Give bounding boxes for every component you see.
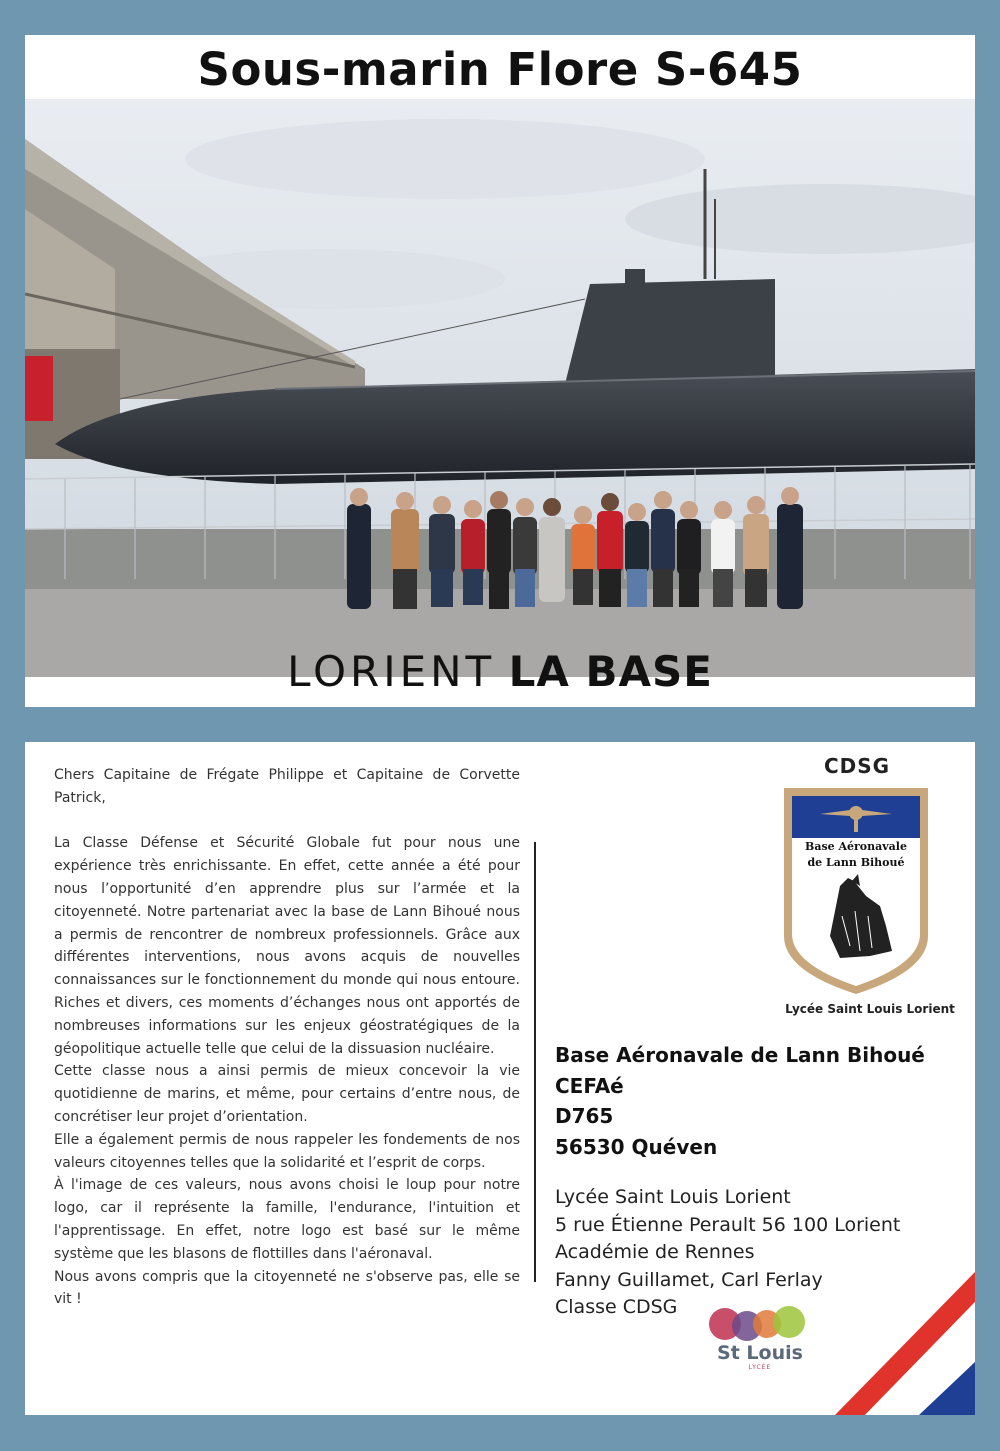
letter-paragraph: Elle a également permis de nous rappeler les fondements de nos valeurs citoyennes telles que la solidarité et l’esprit de corps. <box>54 1131 520 1171</box>
sender-line: 5 rue Étienne Perault 56 100 Lorient <box>555 1213 901 1236</box>
lorient-label: LORIENT <box>287 647 496 696</box>
address-line: D765 <box>555 1104 614 1128</box>
sender-line: Lycée Saint Louis Lorient <box>555 1186 791 1208</box>
letter-paragraph: Nous avons compris que la citoyenneté ne s'observe pas, elle se vit ! <box>54 1268 520 1308</box>
postcard-front <box>25 35 975 707</box>
divider <box>534 842 536 1282</box>
letter-paragraph: À l'image de ces valeurs, nous avons choisi le loup pour notre logo, car il représente la famille, l'endurance, l'intuition et l'apprentissage. En effet, notre logo est basé sur le même système que les blasons de flottilles dans l'aéronaval. <box>54 1177 520 1262</box>
lycee-label: LYCÉE <box>748 1364 772 1371</box>
lorient-la-base-logo <box>25 647 975 696</box>
sender-line: Fanny Guillamet, Carl Ferlay <box>555 1268 823 1291</box>
letter-body <box>54 764 520 1311</box>
submarine-photo <box>25 99 975 677</box>
crest-lann-label: de Lann Bihoué <box>807 856 905 869</box>
address-line: CEFAé <box>555 1073 624 1098</box>
crest-title: CDSG <box>823 754 891 778</box>
crest-base-label: Base Aéronavale <box>805 840 907 853</box>
address-line: 56530 Quéven <box>555 1134 718 1159</box>
postcard-back <box>25 742 975 1415</box>
wolf-crest-icon <box>780 786 932 996</box>
page-title: Sous-marin Flore S-645 <box>197 43 803 96</box>
sender-line: Académie de Rennes <box>555 1241 755 1263</box>
recipient-address <box>555 1040 925 1162</box>
letter-salutation: Chers Capitaine de Frégate Philippe et Capitaine de Corvette Patrick, <box>54 767 520 806</box>
address-line: Base Aéronavale de Lann Bihoué <box>555 1043 925 1067</box>
letter-paragraph: La Classe Défense et Sécurité Globale fut pour nous une expérience très enrichissante. En effet, cette année a été pour nous l’opportunité d’en apprendre plus sur l’armée et la citoyenneté. Notre partenariat avec la base de Lann Bihoué nous a permis de rencontrer de nombreux professionnels. Grâce aux différentes interventions, nous avons acquis de nouvelles connaissances sur le fonctionnement du monde qui nous entoure. Riches et divers, ces moments d’échanges nous ont apportés de nombreuses informations sur les enjeux géostratégiques de la géopolitique actuelle telle que celui de la dissuasion nucléaire. <box>54 835 520 1057</box>
letter-paragraph: Cette classe nous a ainsi permis de mieux concevoir la vie quotidienne de marins, et même, pour certains d’entre nous, de concrétiser leur projet d’orientation. <box>54 1063 520 1125</box>
st-louis-label: St Louis <box>717 1342 803 1364</box>
la-base-label: LA BASE <box>508 647 713 696</box>
french-flag-ribbon-icon <box>835 1272 975 1415</box>
crest-caption: Lycée Saint Louis Lorient <box>785 1002 955 1016</box>
sender-line: Classe CDSG <box>555 1296 678 1318</box>
